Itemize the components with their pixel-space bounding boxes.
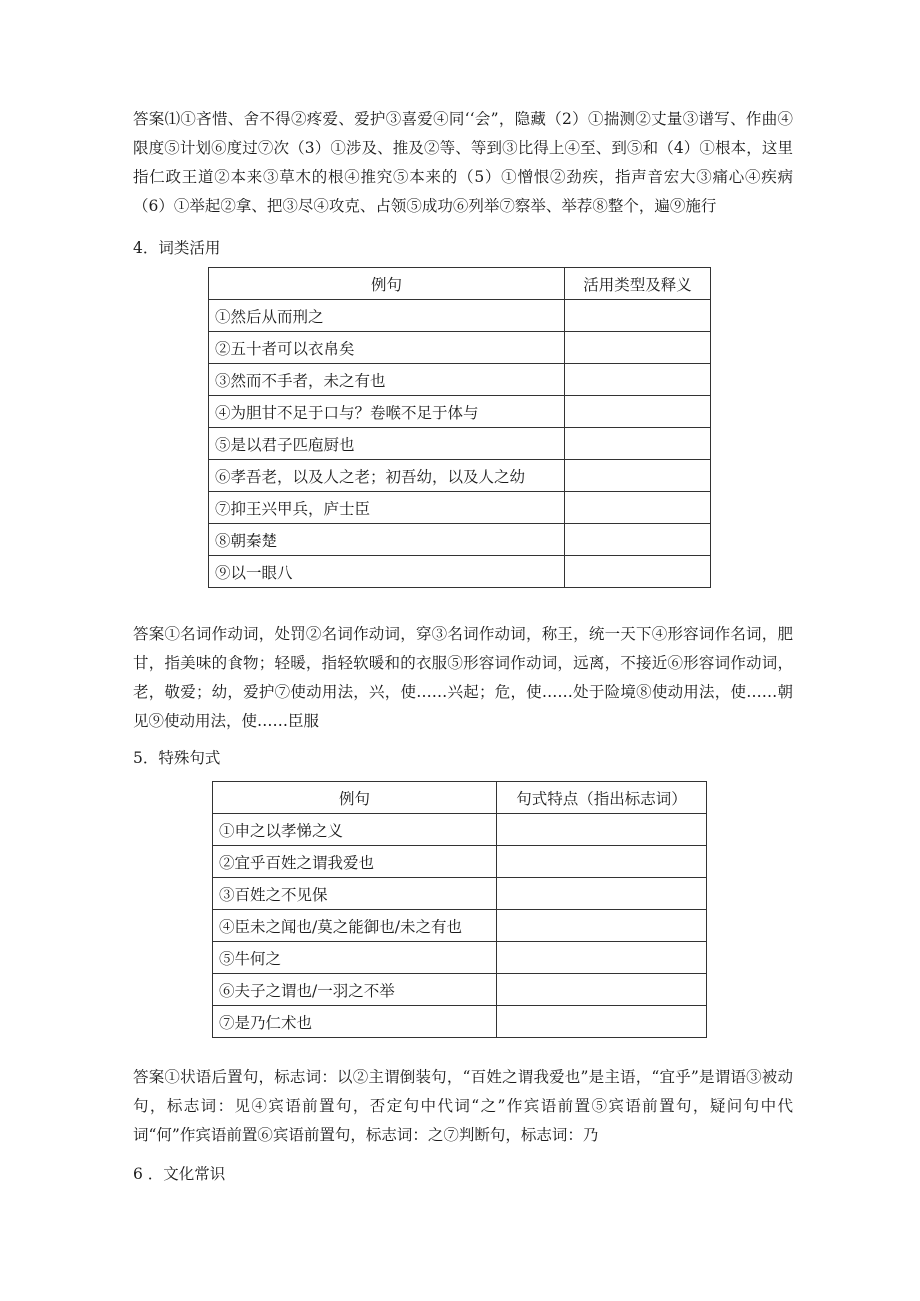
example-sentence: ③然而不手者，未之有也 [209,364,565,396]
table-row [213,910,707,942]
example-sentence: ⑦是乃仁术也 [213,1006,497,1038]
answer-cell [565,460,711,492]
example-sentence: ④臣未之闻也/莫之能御也/未之有也 [213,910,497,942]
answer-cell [565,300,711,332]
answer-cell [565,396,711,428]
example-sentence: ①然后从而刑之 [209,300,565,332]
table-row [209,524,711,556]
answer-block-3: 答案①状语后置句，标志词：以②主谓倒装句，“百姓之谓我爱也”是主语，“宜乎”是谓语③被动句，标志词：见④宾语前置句，否定句中代词“之”作宾语前置⑤宾语前置句，疑问句中代词“何”作宾语前置⑥宾语前置句，标志词：之⑦判断句，标志词：乃 [133,1068,793,1144]
answer-cell [565,364,711,396]
section-4-heading: 4．词类活用 [133,239,221,257]
example-sentence: ⑥夫子之谓也/一羽之不举 [213,974,497,1006]
column-header-usage: 活用类型及释义 [565,268,711,300]
example-sentence: ⑥孝吾老，以及人之老；初吾幼，以及人之幼 [209,460,565,492]
section-5-heading: 5．特殊句式 [133,749,221,767]
table-row [213,846,707,878]
table-row [209,492,711,524]
table-row [209,332,711,364]
section-4-table [208,267,711,588]
example-sentence: ⑨以一眼八 [209,556,565,588]
table-row [213,942,707,974]
table-row [213,974,707,1006]
table-row [213,814,707,846]
answer-cell [565,524,711,556]
answer-cell [497,1006,707,1038]
answer-cell [497,846,707,878]
answer-cell [565,332,711,364]
table-row [213,878,707,910]
answer-block-2: 答案①名词作动词，处罚②名词作动词，穿③名词作动词，称王，统一天下④形容词作名词，肥甘，指美味的食物；轻暖，指轻软暖和的衣服⑤形容词作动词，远离，不接近⑥形容词作动词，老，敬爱；幼，爱护⑦使动用法，兴，使……兴起；危，使……处于险境⑧使动用法，使……朝见⑨使动用法，使……臣服 [133,625,793,730]
table-row [213,1006,707,1038]
table-row [209,460,711,492]
answer-cell [565,556,711,588]
example-sentence: ⑧朝秦楚 [209,524,565,556]
table-row [209,428,711,460]
table-row [209,556,711,588]
answer-cell [497,814,707,846]
table-row [209,300,711,332]
answer-cell [497,942,707,974]
answer-cell [565,428,711,460]
example-sentence: ③百姓之不见保 [213,878,497,910]
example-sentence: ①申之以孝悌之义 [213,814,497,846]
example-sentence: ⑤牛何之 [213,942,497,974]
table-row [209,364,711,396]
answer-cell [497,910,707,942]
table-header-row [209,268,711,300]
column-header-feature: 句式特点（指出标志词） [497,782,707,814]
answer-block-1: 答案⑴①吝惜、舍不得②疼爱、爱护③喜爱④同‘‘会”，隐藏（2）①揣测②丈量③谱写、作曲④限度⑤计划⑥度过⑦次（3）①涉及、推及②等、等到③比得上④至、到⑤和（4）①根本，这里指仁政王道②本来③草木的根④推究⑤本来的（5）①憎恨②劲疾，指声音宏大③痛心④疾病（6）①举起②拿、把③尽④攻克、占领⑤成功⑥列举⑦察举、举荐⑧整个，遍⑨施行 [133,110,793,215]
example-sentence: ⑦抑王兴甲兵，庐士臣 [209,492,565,524]
example-sentence: ⑤是以君子匹庖厨也 [209,428,565,460]
table-row [209,396,711,428]
answer-cell [497,974,707,1006]
column-header-example: 例句 [213,782,497,814]
example-sentence: ④为胆甘不足于口与？卷喉不足于体与 [209,396,565,428]
section-6-heading: 6 ．文化常识 [133,1165,226,1183]
example-sentence: ②五十者可以衣帛矣 [209,332,565,364]
answer-cell [565,492,711,524]
column-header-example: 例句 [209,268,565,300]
answer-cell [497,878,707,910]
example-sentence: ②宜乎百姓之谓我爱也 [213,846,497,878]
section-5-table [212,781,707,1038]
table-header-row [213,782,707,814]
